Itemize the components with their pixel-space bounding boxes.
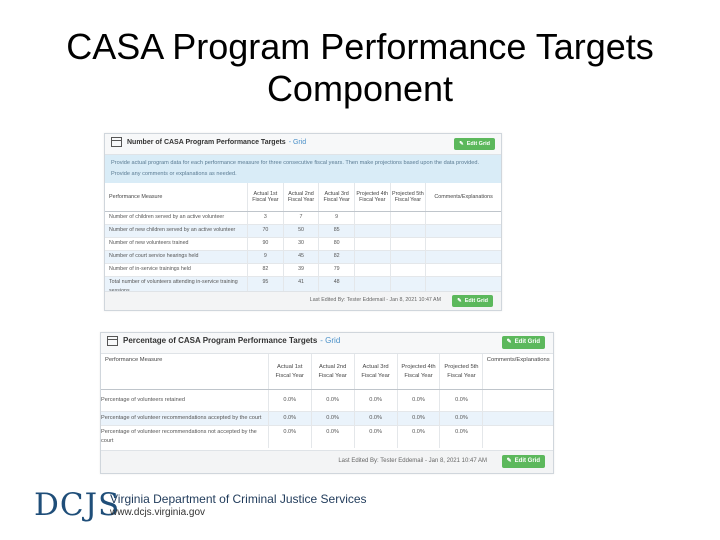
value-cell[interactable]: 0.0% <box>354 412 397 426</box>
value-cell[interactable]: 95 <box>248 277 284 298</box>
edit-grid-label: Edit Grid <box>514 339 540 345</box>
column-header[interactable]: Performance Measure <box>105 183 248 212</box>
table-row <box>105 212 501 225</box>
value-cell[interactable]: 80 <box>319 238 355 251</box>
table-row <box>105 238 501 251</box>
table-row <box>105 264 501 277</box>
value-cell[interactable]: 79 <box>319 264 355 277</box>
footer-edit-grid-button[interactable] <box>452 295 493 307</box>
measure-cell: Total number of volunteers attending in-service training <box>105 277 248 298</box>
table-row <box>101 390 553 412</box>
value-cell[interactable] <box>390 251 426 264</box>
value-cell[interactable]: 0.0% <box>311 412 354 426</box>
table-row <box>101 426 553 449</box>
comments-cell[interactable] <box>426 238 501 251</box>
value-cell[interactable] <box>390 264 426 277</box>
edit-grid-label: Edit Grid <box>464 298 488 304</box>
pencil-icon: ✎ <box>457 298 462 304</box>
measure-cell: Number of in-service trainings held <box>105 264 248 277</box>
logo-org-name: Virginia Department of Criminal Justice Services <box>110 492 367 506</box>
column-header[interactable]: Actual 1st Fiscal Year <box>268 354 311 390</box>
column-header[interactable]: Actual 1st Fiscal Year <box>248 183 284 212</box>
measure-cell: Percentage of volunteer recommendations accepted by the court <box>101 412 268 426</box>
value-cell[interactable]: 0.0% <box>354 426 397 449</box>
value-cell[interactable]: 41 <box>283 277 319 298</box>
value-cell[interactable]: 0.0% <box>311 426 354 449</box>
value-cell[interactable]: 90 <box>248 238 284 251</box>
value-cell[interactable]: 0.0% <box>440 426 483 449</box>
value-cell[interactable]: 0.0% <box>440 390 483 412</box>
slide-title-line-1: CASA Program Performance Targets <box>66 26 654 67</box>
percentage-targets-table <box>101 354 553 448</box>
instruction-line: Provide actual program data for each performance measure for three consecutive fiscal years. Then make projections based upon the data provided. <box>111 160 480 166</box>
column-header[interactable]: Comments/Explanations <box>483 354 553 390</box>
edit-grid-button[interactable] <box>454 138 495 150</box>
grid-icon <box>107 336 118 346</box>
value-cell[interactable]: 82 <box>319 251 355 264</box>
table-header-row <box>101 354 553 390</box>
value-cell[interactable] <box>390 225 426 238</box>
table-row <box>105 251 501 264</box>
comments-cell[interactable] <box>426 251 501 264</box>
value-cell[interactable]: 3 <box>248 212 284 225</box>
value-cell[interactable]: 30 <box>283 238 319 251</box>
instructions-box <box>105 155 501 183</box>
comments-cell[interactable] <box>483 390 553 412</box>
number-targets-panel <box>104 133 502 311</box>
comments-cell[interactable] <box>426 225 501 238</box>
edit-grid-label: Edit Grid <box>466 141 490 147</box>
value-cell[interactable]: 85 <box>319 225 355 238</box>
value-cell[interactable]: 0.0% <box>311 390 354 412</box>
slide-title <box>0 26 720 110</box>
last-edited-text: Last Edited By: Tester Eddemail - Jan 8, 2021 10:47 AM <box>338 458 487 464</box>
panel-title-text: Number of CASA Program Performance Targets <box>127 138 286 146</box>
value-cell[interactable]: 0.0% <box>397 412 440 426</box>
panel-footer <box>105 291 501 310</box>
logo-url: www.dcjs.virginia.gov <box>110 507 206 518</box>
edit-grid-label: Edit Grid <box>514 458 540 464</box>
column-header[interactable]: Actual 2nd Fiscal Year <box>311 354 354 390</box>
measure-cell: Percentage of volunteers retained <box>101 390 268 412</box>
value-cell[interactable] <box>354 212 390 225</box>
panel-title-text: Percentage of CASA Program Performance Targets <box>123 336 318 346</box>
value-cell[interactable]: 45 <box>283 251 319 264</box>
value-cell[interactable]: 0.0% <box>440 412 483 426</box>
comments-cell[interactable] <box>483 426 553 449</box>
comments-cell[interactable] <box>426 212 501 225</box>
value-cell[interactable] <box>390 238 426 251</box>
grid-icon <box>111 137 122 147</box>
measure-cell: Number of new volunteers trained <box>105 238 248 251</box>
column-header[interactable]: Performance Measure <box>101 354 268 390</box>
panel-title <box>111 137 306 147</box>
edit-grid-button[interactable] <box>502 336 545 349</box>
value-cell[interactable] <box>354 238 390 251</box>
footer-edit-grid-button[interactable] <box>502 455 545 468</box>
column-header[interactable]: Projected 5th Fiscal Year <box>440 354 483 390</box>
column-header[interactable]: Projected 5th Fiscal Year <box>390 183 426 212</box>
panel-footer <box>101 450 553 473</box>
column-header[interactable]: Projected 4th Fiscal Year <box>397 354 440 390</box>
value-cell[interactable]: 0.0% <box>268 390 311 412</box>
last-edited-text: Last Edited By: Tester Eddemail - Jan 8, 2021 10:47 AM <box>309 297 441 303</box>
measure-cell: Number of court service hearings held <box>105 251 248 264</box>
instruction-line: Provide any comments or explanations as needed. <box>111 171 237 177</box>
value-cell[interactable]: 70 <box>248 225 284 238</box>
grid-link[interactable]: - Grid <box>288 138 307 146</box>
table-row <box>101 412 553 426</box>
pencil-icon: ✎ <box>459 141 464 147</box>
slide-title-line-2: Component <box>266 68 454 109</box>
percentage-targets-panel <box>100 332 554 474</box>
measure-cell: Percentage of volunteer recommendations not accepted by the court <box>101 426 268 449</box>
value-cell[interactable]: 82 <box>248 264 284 277</box>
value-cell[interactable]: 9 <box>248 251 284 264</box>
panel-header <box>105 134 501 155</box>
table-header-row <box>105 183 501 212</box>
column-header[interactable]: Actual 3rd Fiscal Year <box>354 354 397 390</box>
panel-title <box>107 336 340 346</box>
value-cell[interactable] <box>354 264 390 277</box>
column-header[interactable]: Actual 3rd Fiscal Year <box>319 183 355 212</box>
value-cell[interactable] <box>390 212 426 225</box>
value-cell[interactable]: 48 <box>319 277 355 298</box>
value-cell[interactable] <box>354 251 390 264</box>
value-cell[interactable]: 0.0% <box>397 426 440 449</box>
number-targets-table <box>105 183 501 297</box>
value-cell[interactable]: 9 <box>319 212 355 225</box>
value-cell[interactable]: 0.0% <box>268 426 311 449</box>
value-cell[interactable]: 0.0% <box>354 390 397 412</box>
pencil-icon: ✎ <box>506 458 512 464</box>
comments-cell[interactable] <box>483 412 553 426</box>
panel-header <box>101 333 553 354</box>
column-header[interactable]: Projected 4th Fiscal Year <box>354 183 390 212</box>
measure-cell: Number of new children served by an active volunteer <box>105 225 248 238</box>
value-cell[interactable]: 50 <box>283 225 319 238</box>
value-cell[interactable]: 0.0% <box>268 412 311 426</box>
table-row <box>105 225 501 238</box>
comments-cell[interactable] <box>426 264 501 277</box>
logo-mark: DCJS <box>34 487 121 523</box>
measure-cell: Number of children served by an active volunteer <box>105 212 248 225</box>
pencil-icon: ✎ <box>506 339 512 345</box>
value-cell[interactable]: 0.0% <box>397 390 440 412</box>
value-cell[interactable] <box>354 225 390 238</box>
value-cell[interactable]: 7 <box>283 212 319 225</box>
value-cell[interactable]: 39 <box>283 264 319 277</box>
column-header[interactable]: Actual 2nd Fiscal Year <box>283 183 319 212</box>
column-header[interactable]: Comments/Explanations <box>426 183 501 212</box>
grid-link[interactable]: - Grid <box>320 336 341 346</box>
